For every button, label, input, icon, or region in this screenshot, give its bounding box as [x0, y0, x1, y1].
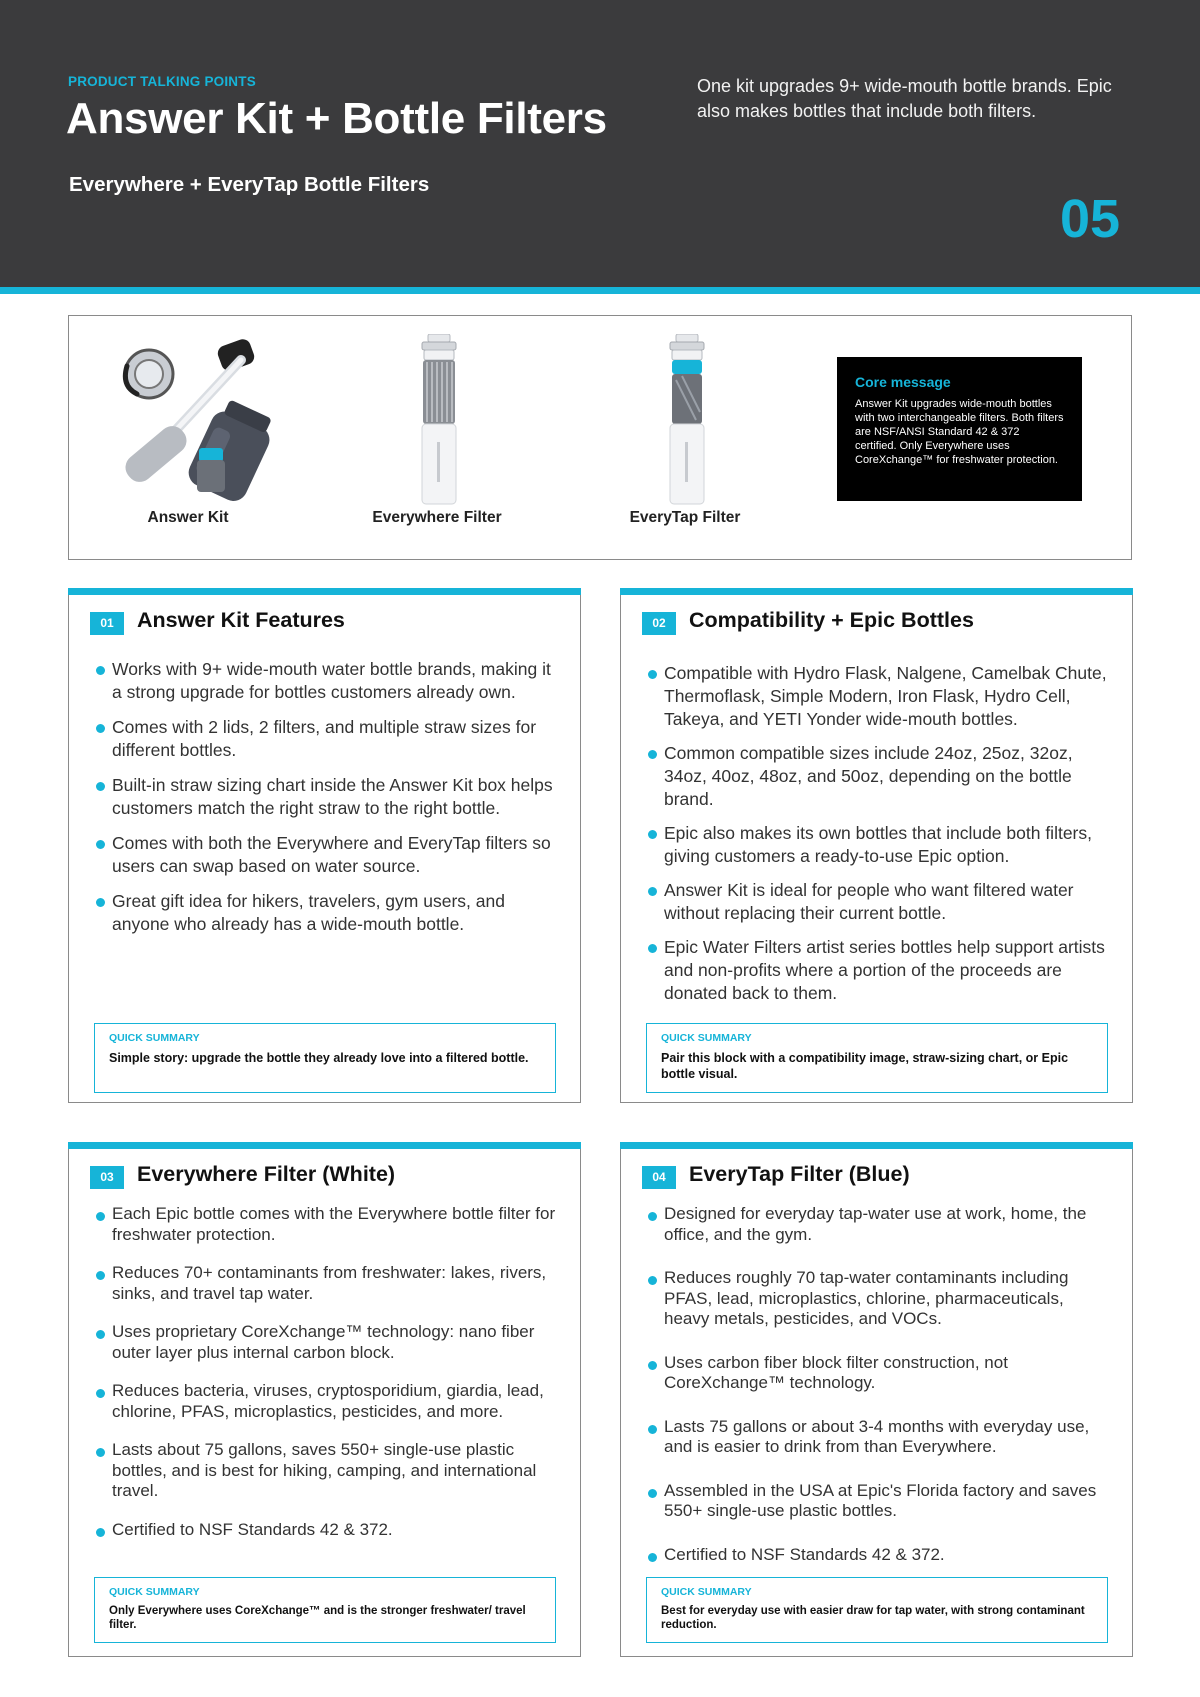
quick-summary-label: QUICK SUMMARY — [661, 1586, 752, 1598]
card-number-badge: 01 — [90, 612, 124, 635]
quick-summary-text: Only Everywhere uses CoreXchange™ and is the stronger freshwater/ travel filter. — [109, 1605, 526, 1631]
quick-summary-box — [646, 1577, 1108, 1643]
product-label-everytap: EveryTap Filter — [629, 509, 741, 526]
card-accent-bar — [68, 588, 581, 595]
card-accent-bar — [68, 1142, 581, 1149]
product-label-everywhere: Everywhere Filter — [372, 509, 502, 526]
quick-summary-text: Simple story: upgrade the bottle they already love into a filtered bottle. — [109, 1051, 529, 1065]
quick-summary-label: QUICK SUMMARY — [661, 1032, 752, 1044]
bullet-item: Designed for everyday tap-water use at work, home, the office, and the gym. — [648, 1204, 1113, 1245]
card-title: Answer Kit Features — [137, 608, 345, 632]
core-message-text: Answer Kit upgrades wide-mouth bottles with two interchangeable filters. Both filters are NSF/ANSI Standard 42 & 372 certified. Only Everywhere uses CoreXchange™ for freshwater protection. — [855, 398, 1064, 466]
answer-kit-image — [111, 336, 281, 506]
card-number-badge: 04 — [642, 1166, 676, 1189]
product-label-answer-kit: Answer Kit — [147, 509, 229, 526]
quick-summary-box — [94, 1023, 556, 1093]
bullet-item: Uses proprietary CoreXchange™ technology: nano fiber outer layer plus internal carbon block. — [96, 1322, 561, 1363]
header-tagline: One kit upgrades 9+ wide-mouth bottle brands. Epic also makes bottles that include both filters. — [697, 76, 1112, 121]
eyebrow-label: PRODUCT TALKING POINTS — [68, 74, 256, 89]
quick-summary-box — [94, 1577, 556, 1643]
bullet-list — [96, 1204, 561, 1558]
bullet-item: Epic also makes its own bottles that include both filters, giving customers a ready-to-use Epic option. — [648, 822, 1113, 868]
card-everywhere-filter — [68, 1142, 581, 1657]
bullet-item: Answer Kit is ideal for people who want filtered water without replacing their current bottle. — [648, 879, 1113, 925]
bullet-list — [648, 1204, 1113, 1588]
core-message-title: Core message — [855, 374, 951, 390]
card-compatibility — [620, 588, 1133, 1103]
quick-summary-text: Best for everyday use with easier draw for tap water, with strong contaminant reduction. — [661, 1605, 1085, 1631]
quick-summary-box — [646, 1023, 1108, 1093]
bullet-item: Reduces bacteria, viruses, cryptosporidium, giardia, lead, chlorine, PFAS, microplastics, pesticides, and more. — [96, 1381, 561, 1422]
bullet-item: Great gift idea for hikers, travelers, gym users, and anyone who already has a wide-mouth bottle. — [96, 890, 561, 936]
card-title: EveryTap Filter (Blue) — [689, 1162, 910, 1186]
card-title: Compatibility + Epic Bottles — [689, 608, 974, 632]
quick-summary-label: QUICK SUMMARY — [109, 1032, 200, 1044]
everywhere-filter-image — [414, 334, 464, 506]
quick-summary-label: QUICK SUMMARY — [109, 1586, 200, 1598]
bullet-item: Works with 9+ wide-mouth water bottle brands, making it a strong upgrade for bottles customers already own. — [96, 658, 561, 704]
card-number-badge: 03 — [90, 1166, 124, 1189]
bullet-item: Certified to NSF Standards 42 & 372. — [96, 1520, 561, 1541]
bullet-item: Lasts 75 gallons or about 3-4 months with everyday use, and is easier to drink from than Everywhere. — [648, 1417, 1113, 1458]
bullet-item: Certified to NSF Standards 42 & 372. — [648, 1545, 1113, 1566]
card-accent-bar — [620, 1142, 1133, 1149]
bullet-list — [648, 662, 1113, 1016]
quick-summary-text: Pair this block with a compatibility image, straw-sizing chart, or Epic bottle visual. — [661, 1051, 1069, 1081]
bullet-item: Comes with 2 lids, 2 filters, and multiple straw sizes for different bottles. — [96, 716, 561, 762]
bullet-item: Lasts about 75 gallons, saves 550+ single-use plastic bottles, and is best for hiking, camping, and international travel. — [96, 1440, 561, 1502]
card-number-badge: 02 — [642, 612, 676, 635]
bullet-item: Each Epic bottle comes with the Everywhere bottle filter for freshwater protection. — [96, 1204, 561, 1245]
bullet-item: Reduces 70+ contaminants from freshwater: lakes, rivers, sinks, and travel tap water. — [96, 1263, 561, 1304]
card-answer-kit-features — [68, 588, 581, 1103]
bullet-item: Uses carbon fiber block filter construction, not CoreXchange™ technology. — [648, 1353, 1113, 1394]
bullet-item: Epic Water Filters artist series bottles help support artists and non-profits where a portion of the proceeds are donated back to them. — [648, 936, 1113, 1005]
everytap-filter-image — [662, 334, 712, 506]
page-header — [0, 0, 1200, 287]
bullet-item: Compatible with Hydro Flask, Nalgene, Camelbak Chute, Thermoflask, Simple Modern, Iron Flask, Hydro Cell, Takeya, and YETI Yonder wide-mouth bottles. — [648, 662, 1113, 731]
core-message-box — [837, 357, 1082, 501]
bullet-item: Common compatible sizes include 24oz, 25oz, 32oz, 34oz, 40oz, 48oz, and 50oz, depending on the bottle brand. — [648, 742, 1113, 811]
page-title: Answer Kit + Bottle Filters — [66, 94, 607, 143]
card-accent-bar — [620, 588, 1133, 595]
card-everytap-filter — [620, 1142, 1133, 1657]
page-number: 05 — [1060, 189, 1121, 249]
page-subtitle: Everywhere + EveryTap Bottle Filters — [69, 173, 430, 196]
bullet-item: Reduces roughly 70 tap-water contaminants including PFAS, lead, microplastics, chlorine, pharmaceuticals, heavy metals, pesticides, and VOCs. — [648, 1268, 1113, 1330]
bullet-item: Built-in straw sizing chart inside the Answer Kit box helps customers match the right straw to the right bottle. — [96, 774, 561, 820]
header-accent-stripe — [0, 287, 1200, 294]
bullet-item: Comes with both the Everywhere and EveryTap filters so users can swap based on water source. — [96, 832, 561, 878]
card-title: Everywhere Filter (White) — [137, 1162, 396, 1186]
bullet-item: Assembled in the USA at Epic's Florida factory and saves 550+ single-use plastic bottles. — [648, 1481, 1113, 1522]
product-showcase — [68, 315, 1132, 560]
bullet-list — [96, 658, 561, 948]
